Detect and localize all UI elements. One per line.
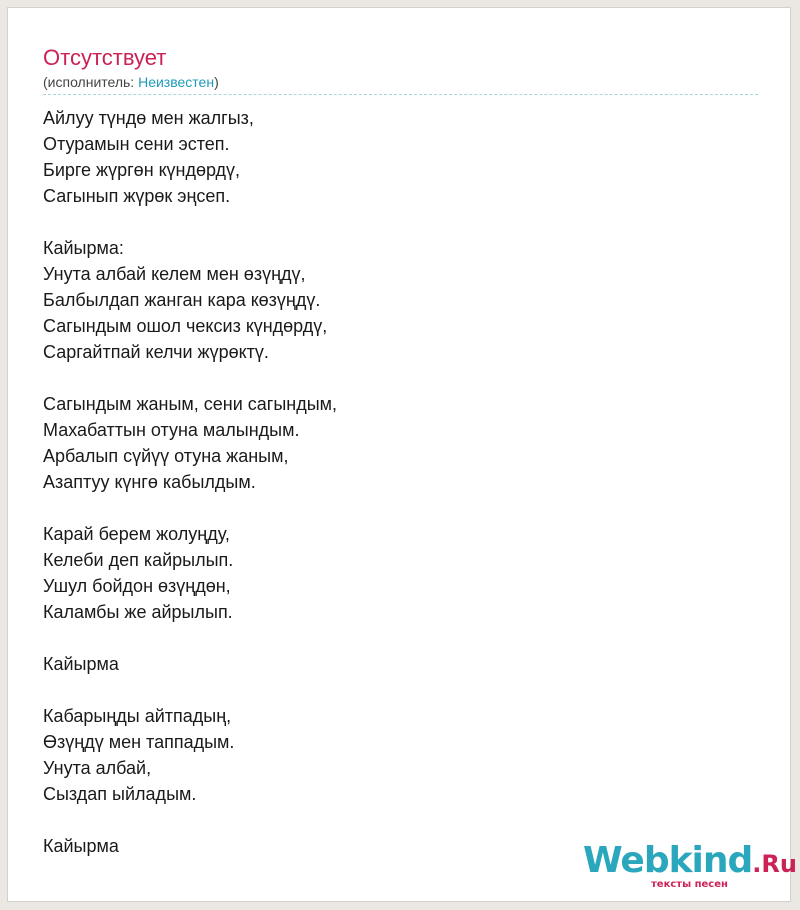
lyric-line: Өзүңдү мен таппадым. xyxy=(43,732,235,752)
lyric-line: Арбалып сүйүү отуна жаным, xyxy=(43,446,289,466)
lyric-line: Саргайтпай келчи жүрөктү. xyxy=(43,342,269,362)
logo-main-text: Webkind xyxy=(583,840,753,881)
lyric-line: Каламбы же айрылып. xyxy=(43,602,233,622)
lyric-line: Азаптуу күнгө кабылдым. xyxy=(43,472,256,492)
lyric-line: Сагындым ошол чексиз күндөрдү, xyxy=(43,316,328,336)
lyric-line: Балбылдап жанган кара көзүңдү. xyxy=(43,290,321,310)
lyric-line: Махабаттын отуна малындым. xyxy=(43,420,300,440)
lyric-line: Кабарыңды айтпадың, xyxy=(43,706,232,726)
lyric-line: Карай берем жолуңду, xyxy=(43,524,230,544)
lyric-line: Кайырма xyxy=(43,654,119,674)
lyric-line: Отурамын сени эстеп. xyxy=(43,134,230,154)
lyric-line: Унута албай келем мен өзүңдү, xyxy=(43,264,306,284)
lyric-line: Келеби деп кайрылып. xyxy=(43,550,234,570)
performer-line xyxy=(43,73,219,91)
logo-tld: .Ru xyxy=(752,850,797,878)
lyrics-card xyxy=(7,7,797,902)
lyric-line: Ушул бойдон өзүңдөн, xyxy=(43,576,231,596)
lyrics-stanza xyxy=(43,703,337,807)
lyric-line: Кайырма xyxy=(43,836,119,856)
lyric-line: Сагынып жүрөк эңсеп. xyxy=(43,186,231,206)
logo-tagline: тексты песен xyxy=(651,879,728,890)
lyric-line: Айлуу түндө мен жалгыз, xyxy=(43,108,254,128)
lyrics-stanza xyxy=(43,105,337,209)
lyrics-stanza xyxy=(43,521,337,625)
performer-prefix: (исполнитель: xyxy=(43,74,139,90)
lyrics-stanza xyxy=(43,833,337,859)
lyric-line: Бирге жүргөн күндөрдү, xyxy=(43,160,241,180)
lyric-line: Кайырма: xyxy=(43,238,124,258)
performer-suffix: ) xyxy=(214,74,219,90)
song-title: Отсутствует xyxy=(43,45,167,70)
lyric-line: Унута албай, xyxy=(43,758,152,778)
lyrics-stanza xyxy=(43,651,337,677)
lyrics-stanza xyxy=(43,391,337,495)
title-divider xyxy=(43,94,758,95)
performer-link[interactable]: Неизвестен xyxy=(138,74,215,90)
lyrics-stanza xyxy=(43,235,337,365)
lyrics-text xyxy=(43,105,337,885)
site-logo[interactable] xyxy=(583,840,797,900)
lyric-line: Сагындым жаным, сени сагындым, xyxy=(43,394,338,414)
lyric-line: Сыздап ыйладым. xyxy=(43,784,197,804)
